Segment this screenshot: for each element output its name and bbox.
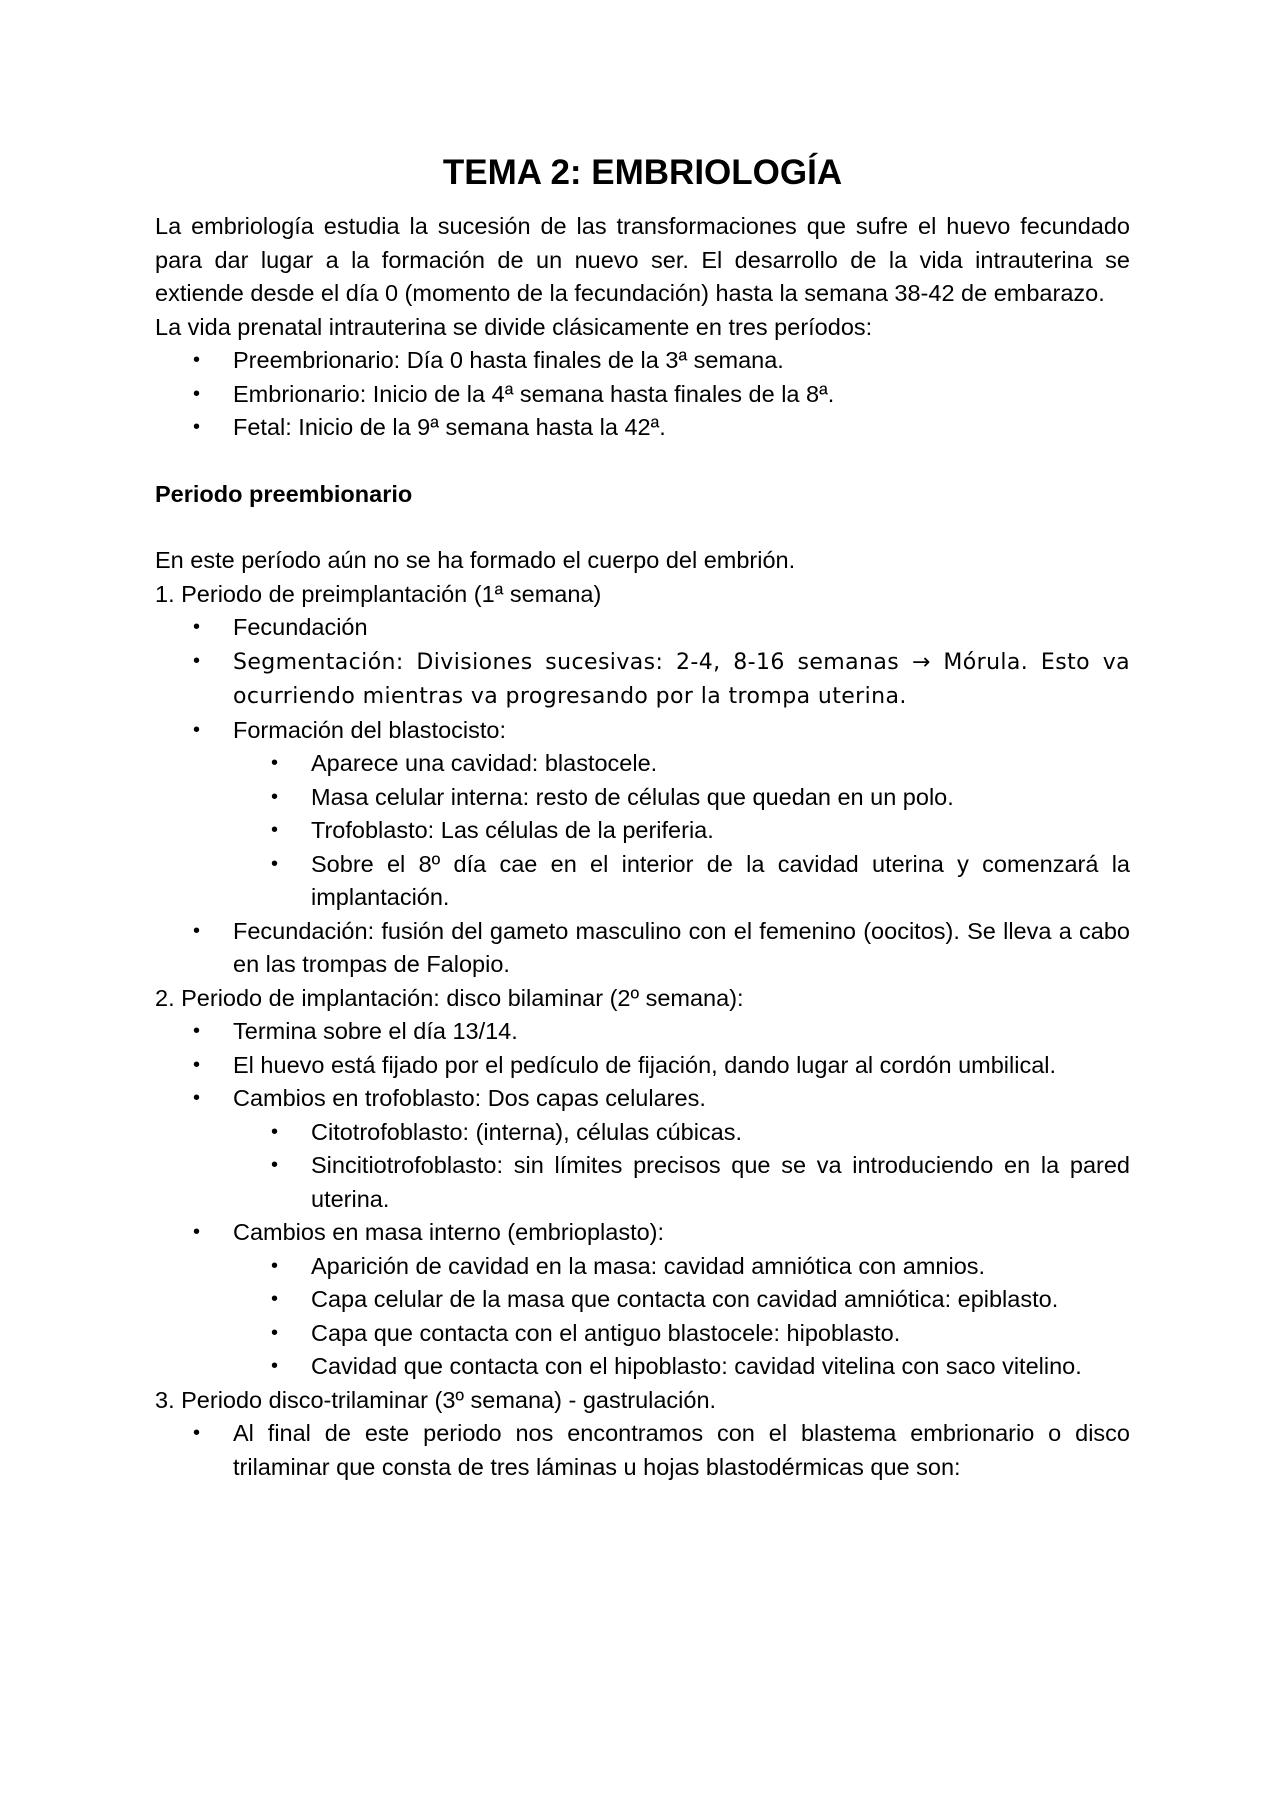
bullet-icon: • [271,752,279,774]
document-title: TEMA 2: EMBRIOLOGÍA [442,153,843,192]
list-item: • Embrionario: Inicio de la 4ª semana hasta finales de la 8ª. [155,378,1130,412]
bullet-icon: • [193,1221,201,1243]
period-2-title: 2. Periodo de implantación: disco bilaminar (2º semana): [155,984,744,1011]
list-item: • Sincitiotrofoblasto: sin límites precisos que se va introduciendo en la pared uterina. [155,1149,1130,1216]
list-item: • Fecundación [155,611,1130,645]
bullet-icon: • [271,1154,279,1176]
period-1-list-continued [155,915,1130,982]
list-item: • Sobre el 8º día cae en el interior de la cavidad uterina y comenzará la implantación. [155,848,1130,915]
bullet-icon: • [271,785,279,808]
bullet-icon: • [271,819,279,841]
bullet-icon: • [193,1053,201,1076]
bullet-icon: • [193,382,201,405]
list-item: • Aparición de cavidad en la masa: cavidad amniótica con amnios. [155,1250,1130,1284]
periods-intro: La vida prenatal intrauterina se divide clásicamente en tres períodos: [155,313,873,340]
period-3-title: 3. Periodo disco-trilaminar (3º semana) - gastrulación. [155,1386,717,1413]
list-item: • Segmentación: Divisiones sucesivas: 2-4, 8-16 semanas → Mórula. Esto va ocurriendo mientras va progresando por la trompa uterina. [155,645,1130,714]
period-1-list [155,611,1130,747]
section-intro: En este período aún no se ha formado el cuerpo del embrión. [155,547,796,573]
period-3-list [155,1417,1130,1484]
list-item: • Fecundación: fusión del gameto masculino con el femenino (oocitos). Se lleva a cabo en las trompas de Falopio. [155,915,1130,982]
list-item: • Aparece una cavidad: blastocele. [155,747,1130,781]
document-page [155,150,1130,1484]
bullet-icon: • [193,718,201,741]
bullet-icon: • [271,1321,279,1344]
bullet-icon: • [193,919,201,942]
list-item: • Al final de este periodo nos encontramos con el blastema embrionario o disco trilaminar que consta de tres láminas u hojas blastodérmicas que son: [155,1417,1130,1484]
bullet-icon: • [271,852,279,875]
bullet-icon: • [193,1020,201,1042]
blastocisto-sublist [155,747,1130,915]
trofoblasto-sublist [155,1116,1130,1217]
bullet-icon: • [271,1355,279,1377]
period-1-title: 1. Periodo de preimplantación (1ª semana) [155,580,602,607]
period-2-list-continued [155,1216,1130,1250]
list-item: • Citotrofoblasto: (interna), células cúbicas. [155,1116,1130,1150]
bullet-icon: • [193,1422,201,1444]
bullet-icon: • [271,1288,279,1310]
masa-sublist [155,1250,1130,1384]
list-item: • Preembrionario: Día 0 hasta finales de la 3ª semana. [155,344,1130,378]
bullet-icon: • [193,616,201,638]
bullet-icon: • [271,1254,279,1277]
periods-list [155,344,1130,445]
list-item: • Cambios en masa interno (embrioplasto): [155,1216,1130,1250]
bullet-icon: • [193,349,201,371]
bullet-icon: • [193,416,201,438]
intro-paragraph: La embriología estudia la sucesión de las transformaciones que sufre el huevo fecundado para dar lugar a la formación de un nuevo ser. El desarrollo de la vida intrauterina se extiende desde el día 0 (momento de la fecundación) hasta la semana 38-42 de embarazo. [155,213,1130,306]
list-item: • Fetal: Inicio de la 9ª semana hasta la 42ª. [155,411,1130,445]
bullet-icon: • [193,1087,201,1109]
list-item: • Capa que contacta con el antiguo blastocele: hipoblasto. [155,1317,1130,1351]
bullet-icon: • [193,649,201,672]
list-item: • Capa celular de la masa que contacta con cavidad amniótica: epiblasto. [155,1283,1130,1317]
list-item: • Masa celular interna: resto de células que quedan en un polo. [155,781,1130,815]
period-2-list [155,1015,1130,1116]
section-heading: Periodo preembionario [155,480,413,507]
list-item: • Formación del blastocisto: [155,714,1130,748]
bullet-icon: • [271,1120,279,1143]
list-item: • Cambios en trofoblasto: Dos capas celulares. [155,1082,1130,1116]
list-item: • Termina sobre el día 13/14. [155,1015,1130,1049]
list-item: • Trofoblasto: Las células de la periferia. [155,814,1130,848]
list-item: • Cavidad que contacta con el hipoblasto: cavidad vitelina con saco vitelino. [155,1350,1130,1384]
list-item: • El huevo está fijado por el pedículo de fijación, dando lugar al cordón umbilical. [155,1049,1130,1083]
